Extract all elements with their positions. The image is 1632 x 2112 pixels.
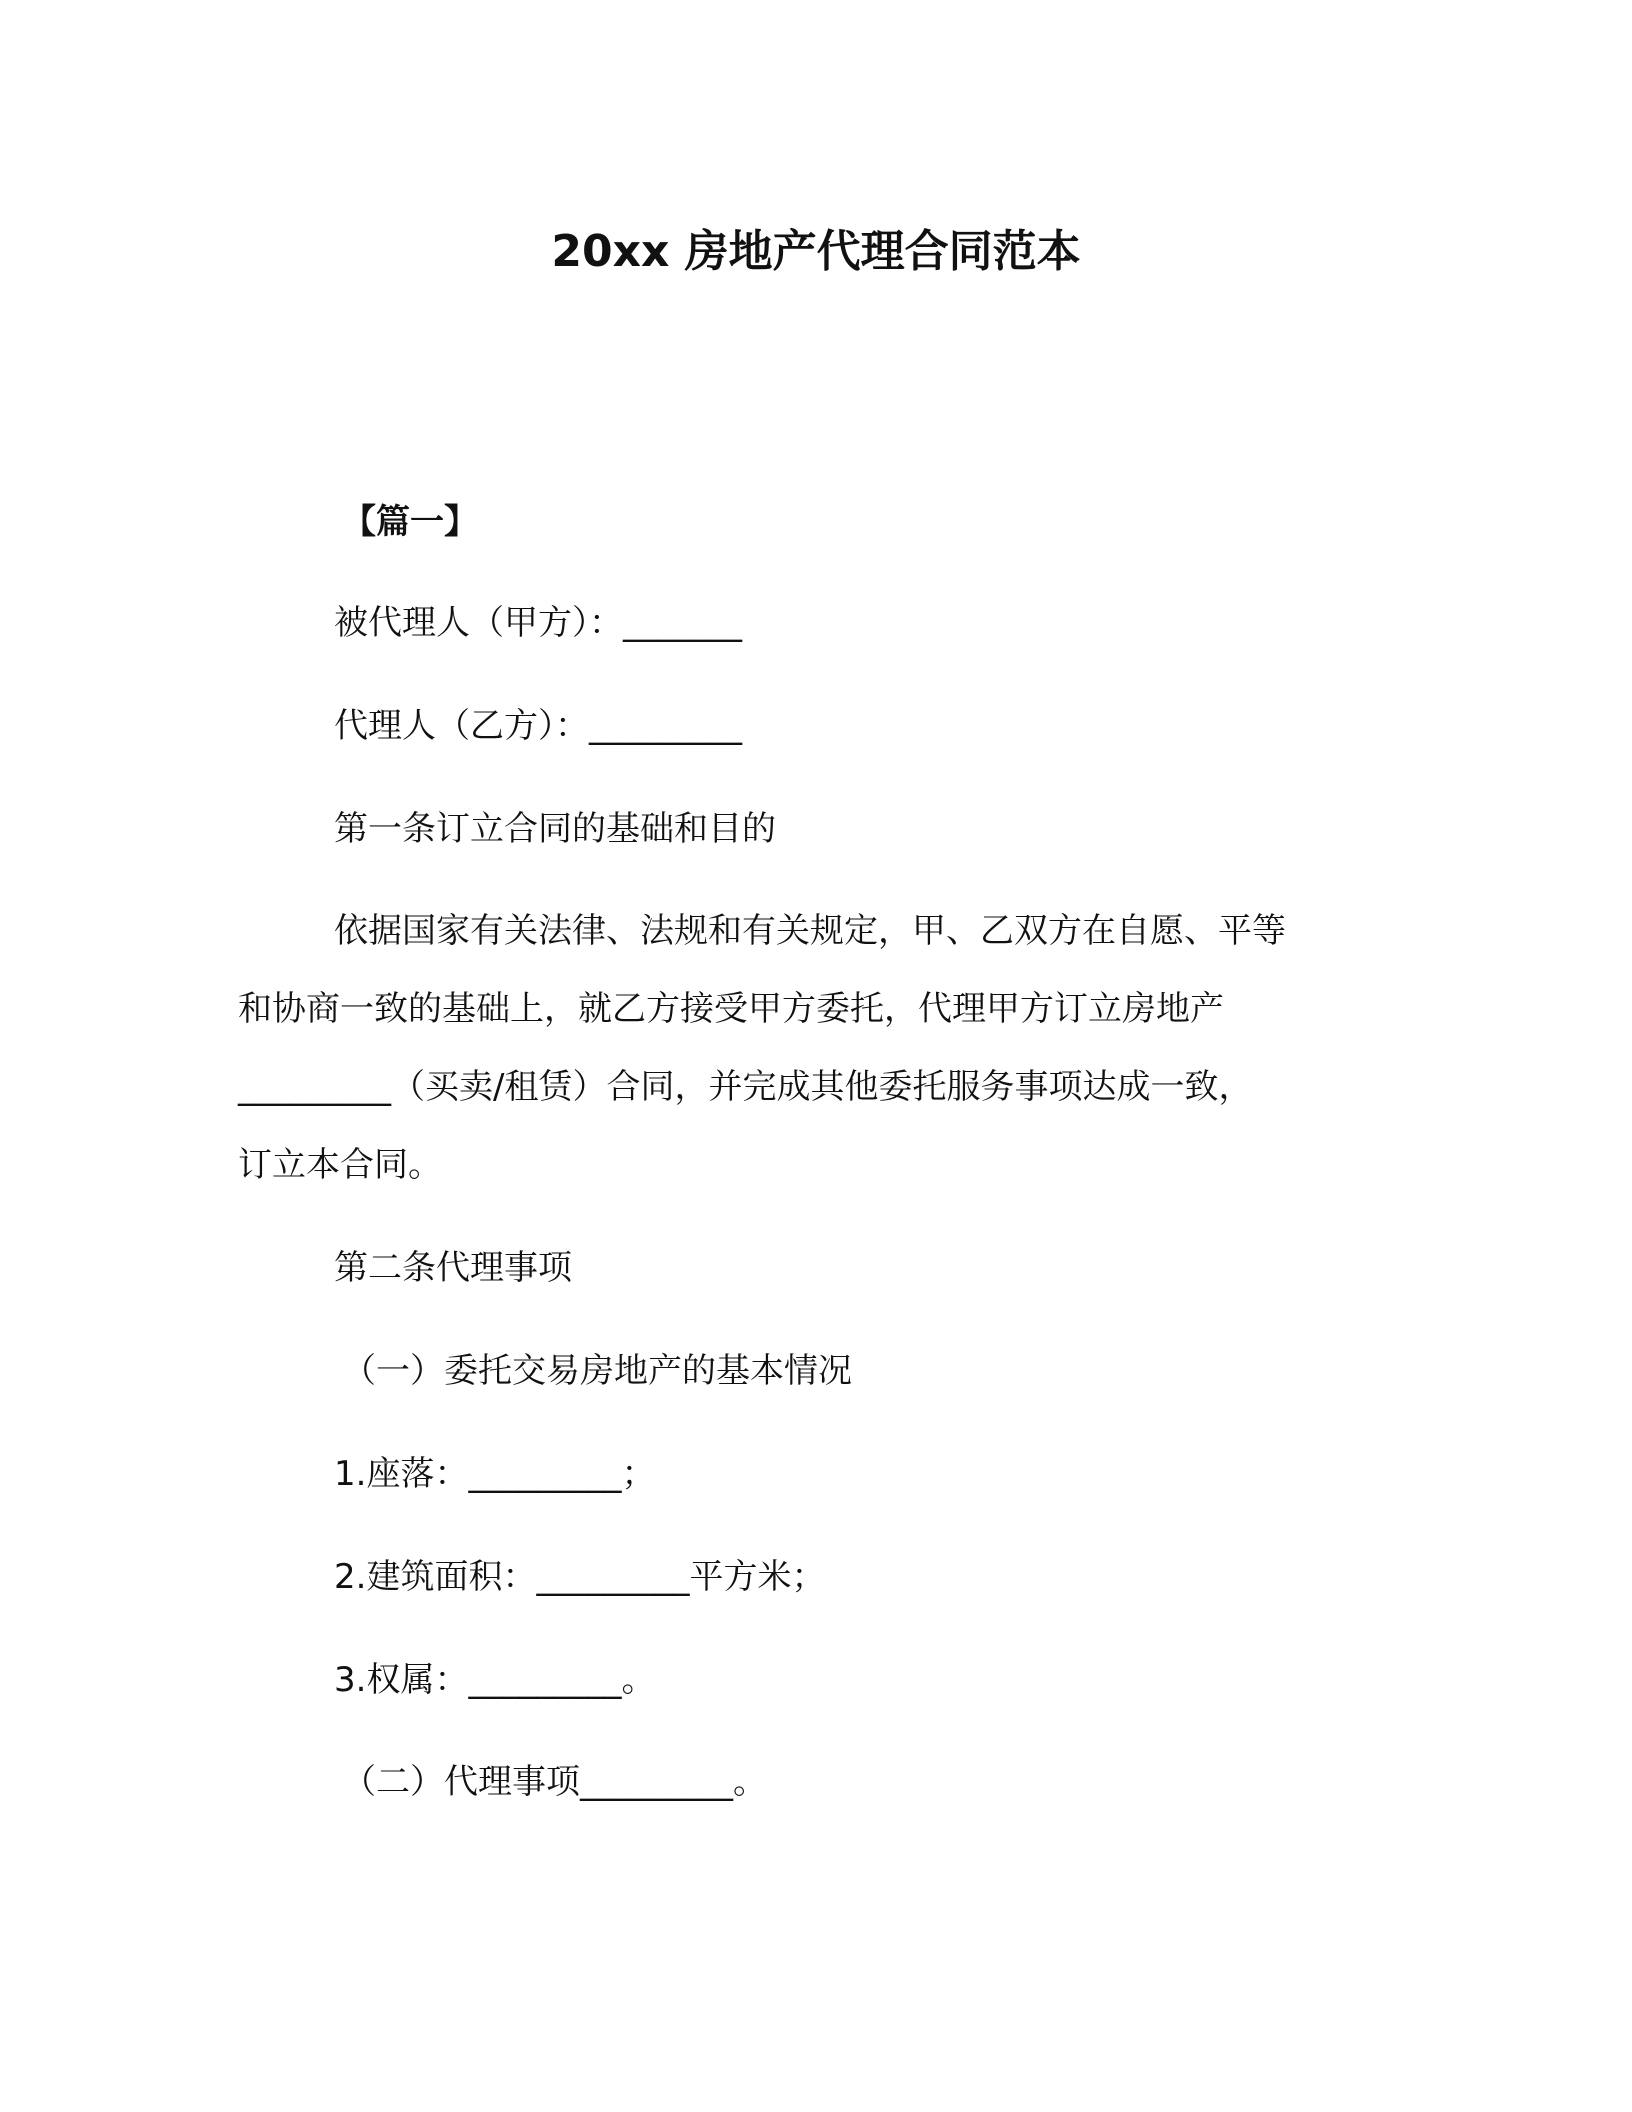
article-one-paragraph-line-3: _________（买卖/租赁）合同，并完成其他委托服务事项达成一致， bbox=[238, 1067, 1253, 1107]
article-one-paragraph-line-4: 订立本合同。 bbox=[238, 1145, 442, 1185]
subsection-two-heading: （二）代理事项_________。 bbox=[342, 1762, 767, 1802]
party-b-line: 代理人（乙方）：_________ bbox=[334, 706, 742, 746]
article-one-paragraph-line-1: 依据国家有关法律、法规和有关规定，甲、乙双方在自愿、平等 bbox=[334, 911, 1286, 951]
article-one-heading: 第一条订立合同的基础和目的 bbox=[334, 809, 776, 849]
section-heading-part-one: 【篇一】 bbox=[342, 502, 478, 542]
item-floor-area: 2.建筑面积：_________平方米； bbox=[334, 1557, 826, 1597]
item-ownership: 3.权属：_________。 bbox=[334, 1660, 656, 1700]
party-a-line: 被代理人（甲方）：_______ bbox=[334, 603, 742, 643]
article-one-paragraph-line-2: 和协商一致的基础上，就乙方接受甲方委托，代理甲方订立房地产 bbox=[238, 989, 1224, 1029]
item-location: 1.座落：_________； bbox=[334, 1454, 656, 1494]
article-two-heading: 第二条代理事项 bbox=[334, 1248, 572, 1288]
document-title: 20xx 房地产代理合同范本 bbox=[551, 226, 1081, 277]
subsection-one-heading: （一）委托交易房地产的基本情况 bbox=[342, 1351, 852, 1391]
